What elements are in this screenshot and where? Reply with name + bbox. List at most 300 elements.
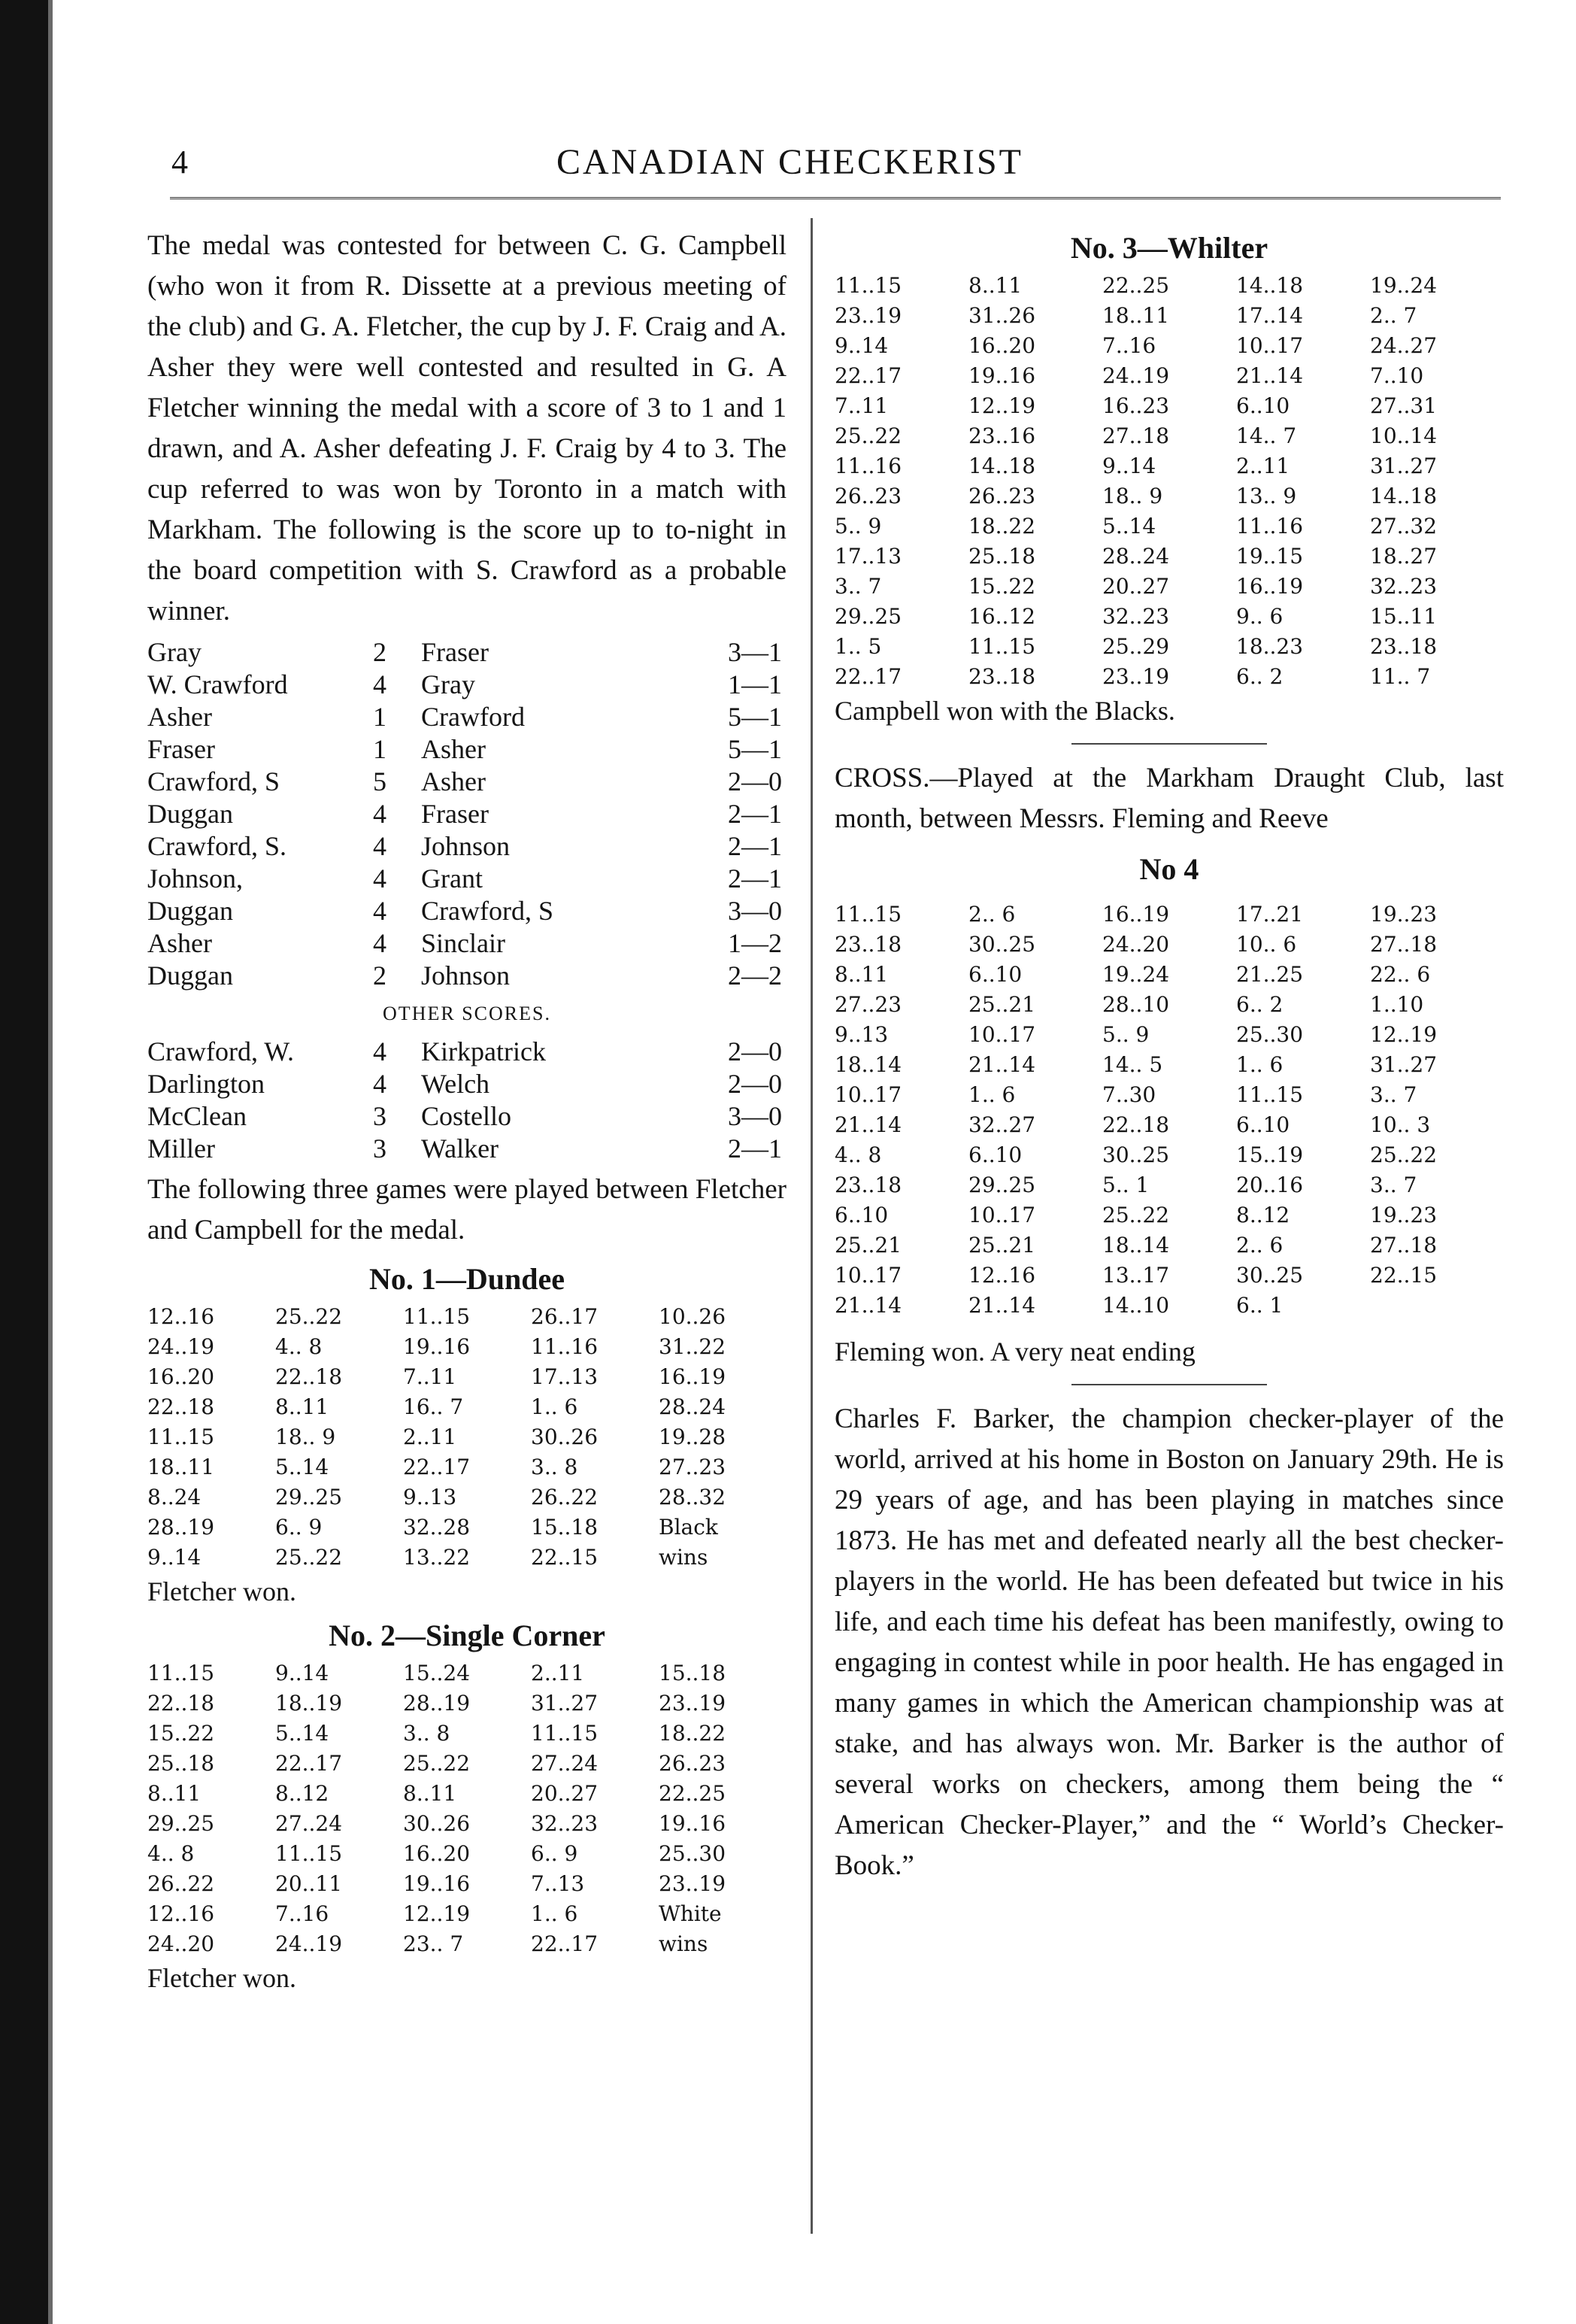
move-cell: 7..10 <box>1370 363 1424 388</box>
move-cell: 14..18 <box>968 454 1036 478</box>
score-cell: 5—1 <box>728 734 782 764</box>
move-cell: 28..10 <box>1102 992 1170 1017</box>
move-cell: 13..17 <box>1102 1263 1170 1288</box>
move-cell: 19..28 <box>659 1424 726 1449</box>
move-cell: 9..14 <box>835 333 889 358</box>
move-cell: 23..18 <box>835 1173 902 1197</box>
score-cell: Crawford, W. <box>147 1036 294 1066</box>
score-cell: Asher <box>421 766 486 796</box>
move-cell: 7..30 <box>1102 1082 1156 1107</box>
move-cell: 17..21 <box>1236 902 1304 927</box>
move-cell: 14..18 <box>1236 273 1304 298</box>
other-scores-table <box>147 1036 782 1165</box>
move-cell: 22..17 <box>531 1931 599 1956</box>
score-cell: 1 <box>373 734 386 764</box>
move-cell: 23..16 <box>968 423 1036 448</box>
move-cell: 17..14 <box>1236 303 1304 328</box>
move-cell: 29..25 <box>835 604 902 629</box>
move-row <box>835 481 1504 511</box>
move-cell: 6..10 <box>835 1203 889 1227</box>
move-cell: 15..24 <box>403 1661 471 1685</box>
other-scores-heading: OTHER SCORES. <box>383 1003 551 1024</box>
move-row <box>835 1140 1504 1170</box>
move-cell: 32..28 <box>403 1515 471 1540</box>
move-cell: 9.. 6 <box>1236 604 1284 629</box>
score-row <box>147 701 782 733</box>
move-cell: 18.. 9 <box>1102 484 1163 508</box>
move-cell: 11..15 <box>403 1304 471 1329</box>
move-cell: 31..22 <box>659 1334 726 1359</box>
move-cell: 1..10 <box>1370 992 1424 1017</box>
score-cell: 3—1 <box>728 637 782 667</box>
score-cell: 4 <box>373 928 386 958</box>
move-row <box>835 900 1504 930</box>
score-row <box>147 830 782 863</box>
score-cell: 2—0 <box>728 1069 782 1099</box>
move-cell: 18..27 <box>1370 544 1438 569</box>
move-cell: 23.. 7 <box>403 1931 464 1956</box>
move-cell: 11..16 <box>1236 514 1304 539</box>
move-cell: 26..17 <box>531 1304 599 1329</box>
move-cell: 15..18 <box>659 1661 726 1685</box>
move-cell: 15..19 <box>1236 1142 1304 1167</box>
score-cell: W. Crawford <box>147 669 288 699</box>
move-cell: 10.. 6 <box>1236 932 1297 957</box>
score-cell: Costello <box>421 1101 512 1131</box>
move-cell: 22..17 <box>835 664 902 689</box>
move-cell: 19..16 <box>659 1811 726 1836</box>
move-cell: 21..14 <box>1236 363 1304 388</box>
scan-binding-shadow <box>48 0 53 2324</box>
score-row <box>147 1100 782 1133</box>
score-cell: Johnson <box>421 960 511 991</box>
move-row <box>147 1839 786 1869</box>
move-cell: 23..18 <box>835 932 902 957</box>
score-cell: Asher <box>421 734 486 764</box>
move-cell: 4.. 8 <box>147 1841 195 1866</box>
score-cell: Crawford <box>421 702 525 732</box>
move-cell: 16..23 <box>1102 393 1170 418</box>
move-cell: 32..23 <box>1102 604 1170 629</box>
move-cell: 25..30 <box>1236 1022 1304 1047</box>
move-cell: 32..23 <box>1370 574 1438 599</box>
move-cell: 25..21 <box>968 992 1036 1017</box>
move-cell: 2.. 6 <box>968 902 1016 927</box>
move-cell: 8..11 <box>968 273 1023 298</box>
move-cell: 6..10 <box>968 1142 1023 1167</box>
move-row <box>147 1392 786 1422</box>
move-cell: 25..29 <box>1102 634 1170 659</box>
move-row <box>147 1482 786 1512</box>
move-cell: 18..14 <box>835 1052 902 1077</box>
move-cell: 6.. 1 <box>1236 1293 1284 1318</box>
move-cell: 23..19 <box>835 303 902 328</box>
score-cell: Fraser <box>421 637 489 667</box>
move-cell: 24..19 <box>147 1334 215 1359</box>
score-cell: 4 <box>373 1036 386 1066</box>
move-cell: 14.. 5 <box>1102 1052 1163 1077</box>
move-cell: 7..11 <box>403 1364 457 1389</box>
move-cell: 8..24 <box>147 1485 202 1509</box>
move-cell: 16..20 <box>968 333 1036 358</box>
move-cell: 22..18 <box>147 1394 215 1419</box>
score-cell: 1—2 <box>728 928 782 958</box>
move-cell: 15..18 <box>531 1515 599 1540</box>
move-cell: 31..26 <box>968 303 1036 328</box>
move-cell: 18..11 <box>147 1455 215 1479</box>
move-cell: 27..18 <box>1102 423 1170 448</box>
move-cell: 2..11 <box>531 1661 585 1685</box>
move-cell <box>1370 1291 1504 1321</box>
move-cell: 24..27 <box>1370 333 1438 358</box>
move-row <box>835 662 1504 692</box>
move-cell: 6..10 <box>968 962 1023 987</box>
move-row <box>835 1230 1504 1261</box>
score-cell: 5—1 <box>728 702 782 732</box>
score-row <box>147 766 782 798</box>
move-cell: 11..15 <box>147 1424 215 1449</box>
move-cell: 32..23 <box>531 1811 599 1836</box>
move-row <box>147 1658 786 1688</box>
score-cell: 2 <box>373 637 386 667</box>
move-cell: 19..24 <box>1370 273 1438 298</box>
move-row <box>835 331 1504 361</box>
move-cell: 1.. 5 <box>835 634 882 659</box>
move-cell: 20..11 <box>275 1871 343 1896</box>
header-rule <box>170 197 1501 199</box>
move-cell: 6.. 9 <box>531 1841 578 1866</box>
move-cell: 2.. 6 <box>1236 1233 1284 1258</box>
score-cell: Crawford, S <box>147 766 280 796</box>
score-cell: 2—1 <box>728 831 782 861</box>
move-cell: 16..19 <box>1102 902 1170 927</box>
move-cell: 27..23 <box>835 992 902 1017</box>
move-cell: 24..19 <box>1102 363 1170 388</box>
move-cell: 16..20 <box>403 1841 471 1866</box>
move-cell: 11..15 <box>835 902 902 927</box>
game4-result: Fleming won. A very neat ending <box>835 1336 1196 1367</box>
score-cell: 4 <box>373 1069 386 1099</box>
game2-title: No. 2—Single Corner <box>329 1619 605 1652</box>
score-cell: Crawford, S <box>421 896 553 926</box>
move-row <box>835 511 1504 542</box>
move-cell: 26..22 <box>147 1871 215 1896</box>
move-cell: 28..24 <box>659 1394 726 1419</box>
move-cell: 18..19 <box>275 1691 343 1716</box>
move-cell: 19..16 <box>968 363 1036 388</box>
move-cell: 9..14 <box>147 1545 202 1570</box>
move-cell: 12..16 <box>147 1901 215 1926</box>
move-row <box>147 1452 786 1482</box>
move-cell: 11..15 <box>147 1661 215 1685</box>
move-row <box>147 1332 786 1362</box>
move-cell: 10..17 <box>1236 333 1304 358</box>
cross-intro: CROSS.—Played at the Markham Draught Club, last month, between Messrs. Fleming and Reeve <box>835 763 1504 834</box>
score-cell: Gray <box>147 637 202 667</box>
game1-moves <box>147 1302 786 1573</box>
score-cell: 2—1 <box>728 1133 782 1164</box>
move-cell: 29..25 <box>968 1173 1036 1197</box>
move-cell: 15..11 <box>1370 604 1438 629</box>
move-cell: 25..30 <box>659 1841 726 1866</box>
move-cell: 30..25 <box>968 932 1036 957</box>
move-cell: 22..17 <box>403 1455 471 1479</box>
move-cell: 4.. 8 <box>835 1142 882 1167</box>
score-cell: Duggan <box>147 799 233 829</box>
move-cell: 7..16 <box>275 1901 329 1926</box>
page-title: CANADIAN CHECKERIST <box>556 142 1023 182</box>
intro-paragraph: The medal was contested for between C. G. Campbell (who won it from R. Dissette at a previous meeting of the club) and G. A. Fletcher, the cup by J. F. Craig and A. Asher they were well contested and resulted in G. A Fletcher winning the medal with a score of 3 to 1 and 1 drawn, and A. Asher defeating J. F. Craig by 4 to 3. The cup referred to was won by Toronto in a match with Markham. The following is the score up to to-night in the board competition with S. Crawford as a probable winner. <box>147 230 786 627</box>
move-cell: 23..18 <box>1370 634 1438 659</box>
move-cell: 7..11 <box>835 393 889 418</box>
score-cell: 4 <box>373 669 386 699</box>
move-row <box>835 1291 1504 1321</box>
score-cell: Asher <box>147 702 212 732</box>
score-row <box>147 895 782 927</box>
score-row <box>147 1133 782 1165</box>
move-cell: wins <box>659 1545 708 1570</box>
move-cell: Black <box>659 1515 718 1540</box>
score-cell: Johnson <box>421 831 511 861</box>
move-cell: 16..19 <box>1236 574 1304 599</box>
move-cell: 13.. 9 <box>1236 484 1297 508</box>
move-cell: 6..10 <box>1236 393 1290 418</box>
move-cell: 27..18 <box>1370 1233 1438 1258</box>
move-cell: 21..14 <box>968 1052 1036 1077</box>
move-cell: 8..11 <box>835 962 889 987</box>
move-cell: 8..11 <box>147 1781 202 1806</box>
move-cell: 10..14 <box>1370 423 1438 448</box>
move-cell: 25..21 <box>968 1233 1036 1258</box>
move-cell: 24..20 <box>147 1931 215 1956</box>
score-row <box>147 863 782 895</box>
move-cell: 19..24 <box>1102 962 1170 987</box>
move-cell: 1.. 6 <box>1236 1052 1284 1077</box>
move-row <box>835 1080 1504 1110</box>
move-row <box>835 602 1504 632</box>
move-cell: 25..18 <box>147 1751 215 1776</box>
move-cell: 21..14 <box>968 1293 1036 1318</box>
move-cell: 3.. 8 <box>531 1455 578 1479</box>
score-cell: 1—1 <box>728 669 782 699</box>
move-cell: 20..27 <box>1102 574 1170 599</box>
move-cell: 22..15 <box>531 1545 599 1570</box>
score-cell: Welch <box>421 1069 490 1099</box>
move-row <box>835 632 1504 662</box>
move-row <box>147 1899 786 1929</box>
move-cell: 28..24 <box>1102 544 1170 569</box>
move-cell: 23..18 <box>968 664 1036 689</box>
score-cell: 3 <box>373 1101 386 1131</box>
game4-title: No 4 <box>1139 852 1199 886</box>
move-cell: 23..19 <box>659 1871 726 1896</box>
move-row <box>835 930 1504 960</box>
move-cell: 26..23 <box>835 484 902 508</box>
move-row <box>835 960 1504 990</box>
move-cell: 10.. 3 <box>1370 1112 1431 1137</box>
move-cell: 14..10 <box>1102 1293 1170 1318</box>
score-row <box>147 1036 782 1068</box>
move-cell: 30..25 <box>1236 1263 1304 1288</box>
move-cell: 17..13 <box>835 544 902 569</box>
move-cell: 22..18 <box>275 1364 343 1389</box>
move-cell: 5..14 <box>275 1455 329 1479</box>
move-cell: 12..19 <box>403 1901 471 1926</box>
move-cell: 18..11 <box>1102 303 1170 328</box>
move-cell: 27..18 <box>1370 932 1438 957</box>
move-cell: 6.. 2 <box>1236 664 1284 689</box>
move-cell: 12..16 <box>147 1304 215 1329</box>
score-row <box>147 733 782 766</box>
move-cell: 27..24 <box>531 1751 599 1776</box>
move-row <box>835 1170 1504 1200</box>
move-cell: 25..22 <box>275 1304 343 1329</box>
move-row <box>147 1809 786 1839</box>
move-cell: 11..16 <box>835 454 902 478</box>
move-cell: 16..12 <box>968 604 1036 629</box>
move-cell: 27..32 <box>1370 514 1438 539</box>
score-cell: 3—0 <box>728 1101 782 1131</box>
move-cell: 24..20 <box>1102 932 1170 957</box>
move-cell: 29..25 <box>275 1485 343 1509</box>
score-cell: 2—1 <box>728 799 782 829</box>
move-row <box>147 1422 786 1452</box>
move-cell: 22..25 <box>659 1781 726 1806</box>
move-cell: 5..14 <box>275 1721 329 1746</box>
right-column <box>835 226 1504 1886</box>
move-cell: 30..26 <box>403 1811 471 1836</box>
move-row <box>147 1512 786 1543</box>
move-cell: 5.. 9 <box>1102 1022 1150 1047</box>
score-cell: 4 <box>373 896 386 926</box>
move-cell: 22..17 <box>275 1751 343 1776</box>
move-row <box>835 361 1504 391</box>
games-intro: The following three games were played between Fletcher and Campbell for the medal. <box>147 1174 786 1245</box>
move-row <box>835 1200 1504 1230</box>
score-cell: Crawford, S. <box>147 831 286 861</box>
move-cell: 8..12 <box>1236 1203 1290 1227</box>
move-cell: 26..22 <box>531 1485 599 1509</box>
score-cell: Gray <box>421 669 475 699</box>
move-row <box>835 990 1504 1020</box>
move-cell: 18..23 <box>1236 634 1304 659</box>
score-row <box>147 798 782 830</box>
score-cell: 2—1 <box>728 863 782 893</box>
column-divider <box>811 218 813 2234</box>
score-cell: Duggan <box>147 960 233 991</box>
move-cell: 3.. 7 <box>835 574 882 599</box>
move-cell: 28..19 <box>403 1691 471 1716</box>
score-cell: Darlington <box>147 1069 265 1099</box>
move-row <box>835 271 1504 301</box>
game1-title: No. 1—Dundee <box>368 1262 565 1296</box>
move-cell: 20..27 <box>531 1781 599 1806</box>
move-cell: 10..17 <box>968 1203 1036 1227</box>
move-cell: 7..16 <box>1102 333 1156 358</box>
move-cell: 19..23 <box>1370 902 1438 927</box>
move-cell: 10..26 <box>659 1304 726 1329</box>
move-cell: 25..22 <box>835 423 902 448</box>
section-divider-2 <box>1071 1384 1267 1385</box>
move-cell: 17..13 <box>531 1364 599 1389</box>
move-cell: 30..26 <box>531 1424 599 1449</box>
move-cell: 20..16 <box>1236 1173 1304 1197</box>
score-row <box>147 960 782 992</box>
game2-moves <box>147 1658 786 1959</box>
game2-result: Fletcher won. <box>147 1963 296 1993</box>
move-cell: 5.. 1 <box>1102 1173 1150 1197</box>
move-cell: 18..22 <box>968 514 1036 539</box>
move-cell: 11..16 <box>531 1334 599 1359</box>
move-cell: 22..17 <box>835 363 902 388</box>
move-row <box>147 1929 786 1959</box>
move-cell: 25..21 <box>835 1233 902 1258</box>
score-cell: 2—2 <box>728 960 782 991</box>
move-cell: 22..15 <box>1370 1263 1438 1288</box>
move-cell: 30..25 <box>1102 1142 1170 1167</box>
move-cell: 28..19 <box>147 1515 215 1540</box>
score-cell: Duggan <box>147 896 233 926</box>
score-cell: Miller <box>147 1133 215 1164</box>
move-cell: 25..22 <box>275 1545 343 1570</box>
move-cell: 26..23 <box>659 1751 726 1776</box>
score-row <box>147 636 782 669</box>
move-cell: 28..32 <box>659 1485 726 1509</box>
move-cell: 5..14 <box>1102 514 1156 539</box>
move-cell: 11..15 <box>835 273 902 298</box>
move-cell: 18.. 9 <box>275 1424 336 1449</box>
move-cell: 6.. 9 <box>275 1515 323 1540</box>
move-row <box>835 391 1504 421</box>
move-cell: 24..19 <box>275 1931 343 1956</box>
move-cell: 22.. 6 <box>1370 962 1431 987</box>
score-cell: Sinclair <box>421 928 505 958</box>
move-cell: 6..10 <box>1236 1112 1290 1137</box>
score-cell: 4 <box>373 863 386 893</box>
move-cell: 9..14 <box>1102 454 1156 478</box>
score-cell: Walker <box>421 1133 499 1164</box>
score-cell: 2—0 <box>728 1036 782 1066</box>
move-cell: 3.. 7 <box>1370 1082 1417 1107</box>
move-cell: 19..16 <box>403 1871 471 1896</box>
left-column <box>147 226 786 1997</box>
score-cell: Fraser <box>147 734 215 764</box>
move-row <box>835 1050 1504 1080</box>
move-cell: 27..31 <box>1370 393 1438 418</box>
move-row <box>147 1302 786 1332</box>
move-cell: 21..25 <box>1236 962 1304 987</box>
move-cell: 22..18 <box>1102 1112 1170 1137</box>
move-row <box>835 1020 1504 1050</box>
move-cell: 11..15 <box>1236 1082 1304 1107</box>
score-cell: 5 <box>373 766 386 796</box>
move-cell: 10..17 <box>835 1082 902 1107</box>
move-cell: 10..17 <box>968 1022 1036 1047</box>
move-row <box>835 572 1504 602</box>
move-row <box>147 1688 786 1719</box>
move-cell: 15..22 <box>968 574 1036 599</box>
move-cell: 3.. 8 <box>403 1721 450 1746</box>
move-cell: 1.. 6 <box>531 1901 578 1926</box>
move-row <box>147 1362 786 1392</box>
move-cell: 15..22 <box>147 1721 215 1746</box>
game4-moves <box>835 900 1504 1321</box>
move-cell: 12..19 <box>968 393 1036 418</box>
game3-title: No. 3—Whilter <box>1070 231 1268 265</box>
move-cell: 18..22 <box>659 1721 726 1746</box>
move-cell: 27..24 <box>275 1811 343 1836</box>
move-cell: 31..27 <box>1370 454 1438 478</box>
